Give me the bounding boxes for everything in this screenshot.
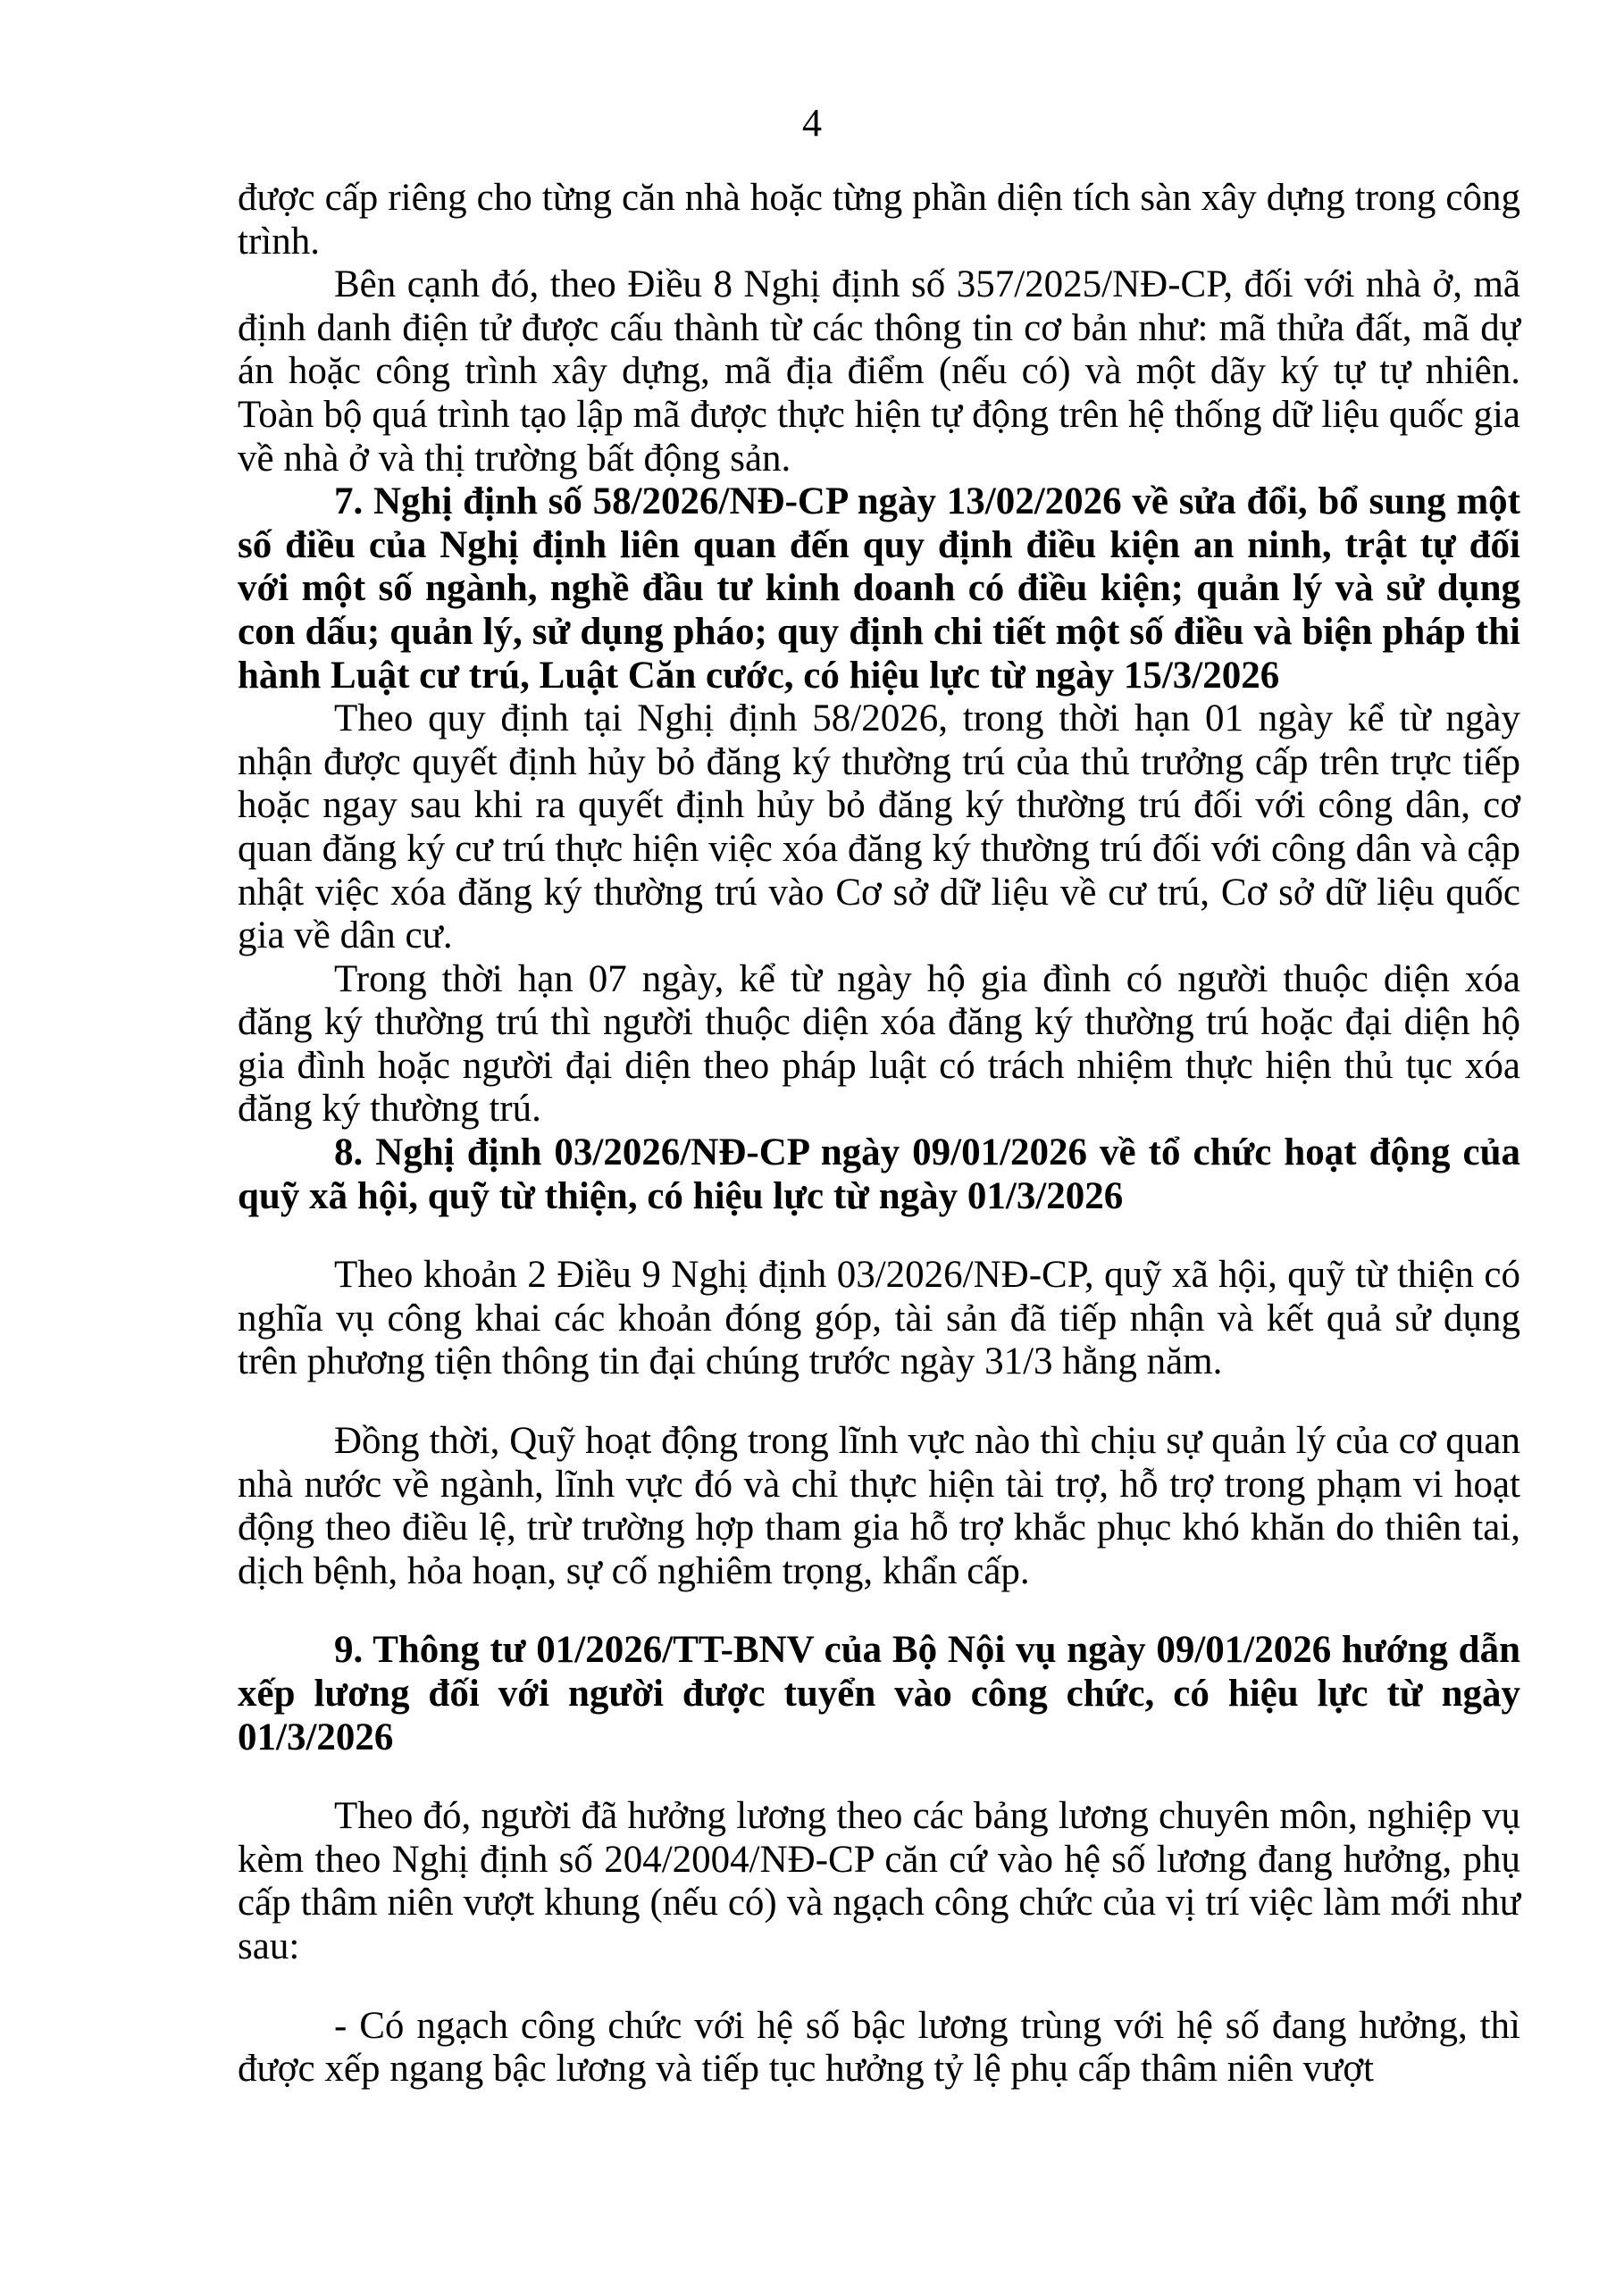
paragraph-ben-canh: Bên cạnh đó, theo Điều 8 Nghị định số 357/2025/NĐ-CP, đối với nhà ở, mã định danh điện tử được cấu thành từ các thông tin cơ bản như: mã thửa đất, mã dự án hoặc công trình xây dựng, mã địa điểm (nếu có) và một dãy ký tự tự nhiên. Toàn bộ quá trình tạo lập mã được thực hiện tự động trên hệ thống dữ liệu quốc gia về nhà ở và thị trường bất động sản. <box>238 263 1520 480</box>
section-heading-9: 9. Thông tư 01/2026/TT-BNV của Bộ Nội vụ ngày 09/01/2026 hướng dẫn xếp lương đối với người được tuyển vào công chức, có hiệu lực từ ngày 01/3/2026 <box>238 1629 1520 1758</box>
paragraph-7-2: Trong thời hạn 07 ngày, kể từ ngày hộ gia đình có người thuộc diện xóa đăng ký thường trú thì người thuộc diện xóa đăng ký thường trú hoặc đại diện hộ gia đình hoặc người đại diện theo pháp luật có trách nhiệm thực hiện thủ tục xóa đăng ký thường trú. <box>238 957 1520 1131</box>
paragraph-7-1: Theo quy định tại Nghị định 58/2026, trong thời hạn 01 ngày kể từ ngày nhận được quyết định hủy bỏ đăng ký thường trú của thủ trưởng cấp trên trực tiếp hoặc ngay sau khi ra quyết định hủy bỏ đăng ký thường trú đối với công dân, cơ quan đăng ký cư trú thực hiện việc xóa đăng ký thường trú đối với công dân và cập nhật việc xóa đăng ký thường trú vào Cơ sở dữ liệu về cư trú, Cơ sở dữ liệu quốc gia về dân cư. <box>238 697 1520 957</box>
paragraph-continuation: được cấp riêng cho từng căn nhà hoặc từng phần diện tích sàn xây dựng trong công trình. <box>238 177 1520 263</box>
paragraph-8-1: Theo khoản 2 Điều 9 Nghị định 03/2026/NĐ-CP, quỹ xã hội, quỹ từ thiện có nghĩa vụ công khai các khoản đóng góp, tài sản đã tiếp nhận và kết quả sử dụng trên phương tiện thông tin đại chúng trước ngày 31/3 hằng năm. <box>238 1254 1520 1383</box>
paragraph-9-2: - Có ngạch công chức với hệ số bậc lương trùng với hệ số đang hưởng, thì được xếp ngang bậc lương và tiếp tục hưởng tỷ lệ phụ cấp thâm niên vượt <box>238 2004 1520 2091</box>
page-number: 4 <box>802 101 822 145</box>
paragraph-8-2: Đồng thời, Quỹ hoạt động trong lĩnh vực nào thì chịu sự quản lý của cơ quan nhà nước về ngành, lĩnh vực đó và chỉ thực hiện tài trợ, hỗ trợ trong phạm vi hoạt động theo điều lệ, trừ trường hợp tham gia hỗ trợ khắc phục khó khăn do thiên tai, dịch bệnh, hỏa hoạn, sự cố nghiêm trọng, khẩn cấp. <box>238 1420 1520 1592</box>
paragraph-9-1: Theo đó, người đã hưởng lương theo các bảng lương chuyên môn, nghiệp vụ kèm theo Nghị định số 204/2004/NĐ-CP căn cứ vào hệ số lương đang hưởng, phụ cấp thâm niên vượt khung (nếu có) và ngạch công chức của vị trí việc làm mới như sau: <box>238 1795 1520 1967</box>
page-content <box>238 177 1520 2091</box>
section-heading-8: 8. Nghị định 03/2026/NĐ-CP ngày 09/01/2026 về tổ chức hoạt động của quỹ xã hội, quỹ từ thiện, có hiệu lực từ ngày 01/3/2026 <box>238 1131 1520 1217</box>
section-heading-7: 7. Nghị định số 58/2026/NĐ-CP ngày 13/02/2026 về sửa đổi, bổ sung một số điều của Nghị định liên quan đến quy định điều kiện an ninh, trật tự đối với một số ngành, nghề đầu tư kinh doanh có điều kiện; quản lý và sử dụng con dấu; quản lý, sử dụng pháo; quy định chi tiết một số điều và biện pháp thi hành Luật cư trú, Luật Căn cước, có hiệu lực từ ngày 15/3/2026 <box>238 480 1520 697</box>
